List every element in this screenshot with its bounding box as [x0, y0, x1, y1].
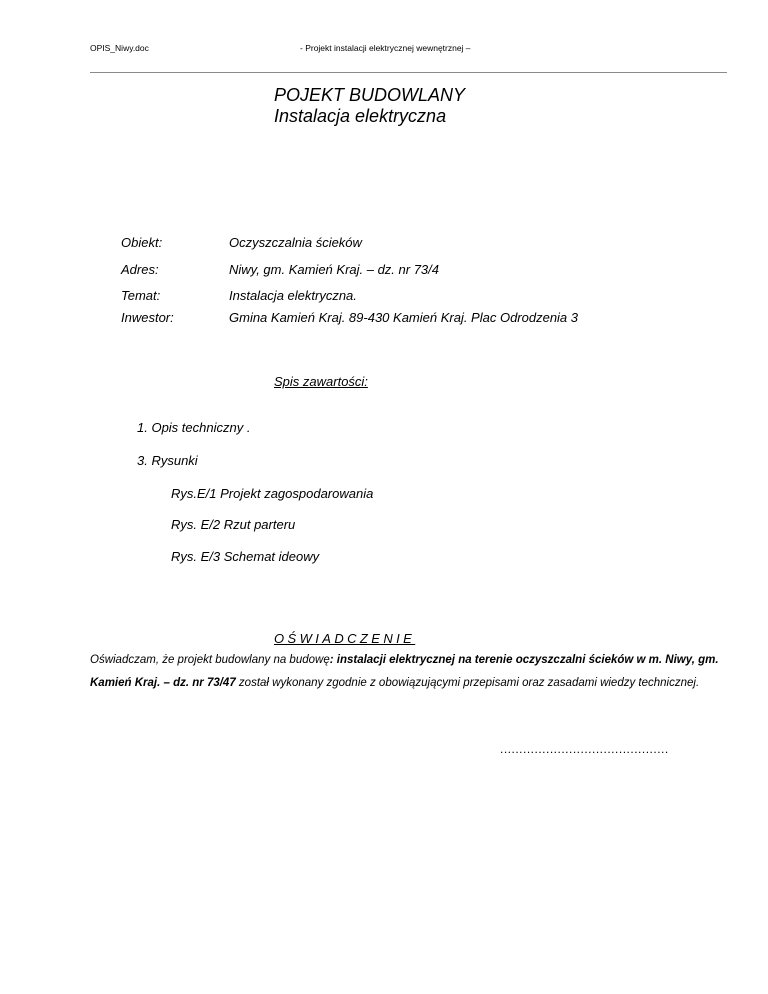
document-subtitle: Instalacja elektryczna: [274, 106, 447, 126]
toc-drawing-e2: Rys. E/2 Rzut parteru: [171, 517, 296, 532]
info-value-object: Oczyszczalnia ścieków: [229, 235, 362, 250]
toc-drawing-e1: Rys.E/1 Projekt zagospodarowania: [171, 486, 374, 501]
info-value-address: Niwy, gm. Kamień Kraj. – dz. nr 73/4: [229, 262, 440, 277]
toc-item-drawings: 3. Rysunki: [137, 453, 198, 468]
toc-drawing-e3: Rys. E/3 Schemat ideowy: [171, 549, 320, 564]
toc-heading: Spis zawartości:: [274, 374, 368, 389]
declaration-text: [90, 649, 720, 695]
info-label-object: Obiekt:: [121, 235, 163, 250]
declaration-heading: OŚWIADCZENIE: [274, 631, 416, 646]
info-label-topic: Temat:: [121, 288, 161, 303]
signature-line: ............................................: [500, 742, 669, 756]
info-value-topic: Instalacja elektryczna.: [229, 288, 357, 303]
info-value-investor: Gmina Kamień Kraj. 89-430 Kamień Kraj. Plac Odrodzenia 3: [229, 310, 579, 325]
declaration-text-conclusion: został wykonany zgodnie z obowiązującymi przepisami oraz zasadami wiedzy technicznej.: [235, 677, 700, 689]
header-rule: [90, 72, 727, 73]
declaration-text-intro: Oświadczam, że projekt budowlany na budowę: [90, 654, 330, 666]
info-label-investor: Inwestor:: [121, 310, 174, 325]
info-label-address: Adres:: [121, 262, 159, 277]
header-filename: OPIS_Niwy.doc: [90, 43, 149, 53]
declaration-text-subject: : instalacji elektrycznej na terenie oczyszczalni ścieków w m. Niwy, gm. Kamień Kraj. – dz. nr 73/47: [90, 654, 719, 689]
header-title: - Projekt instalacji elektrycznej wewnętrznej –: [300, 43, 471, 53]
toc-item-technical-description: 1. Opis techniczny .: [137, 420, 251, 435]
document-title: POJEKT BUDOWLANY: [274, 85, 466, 105]
